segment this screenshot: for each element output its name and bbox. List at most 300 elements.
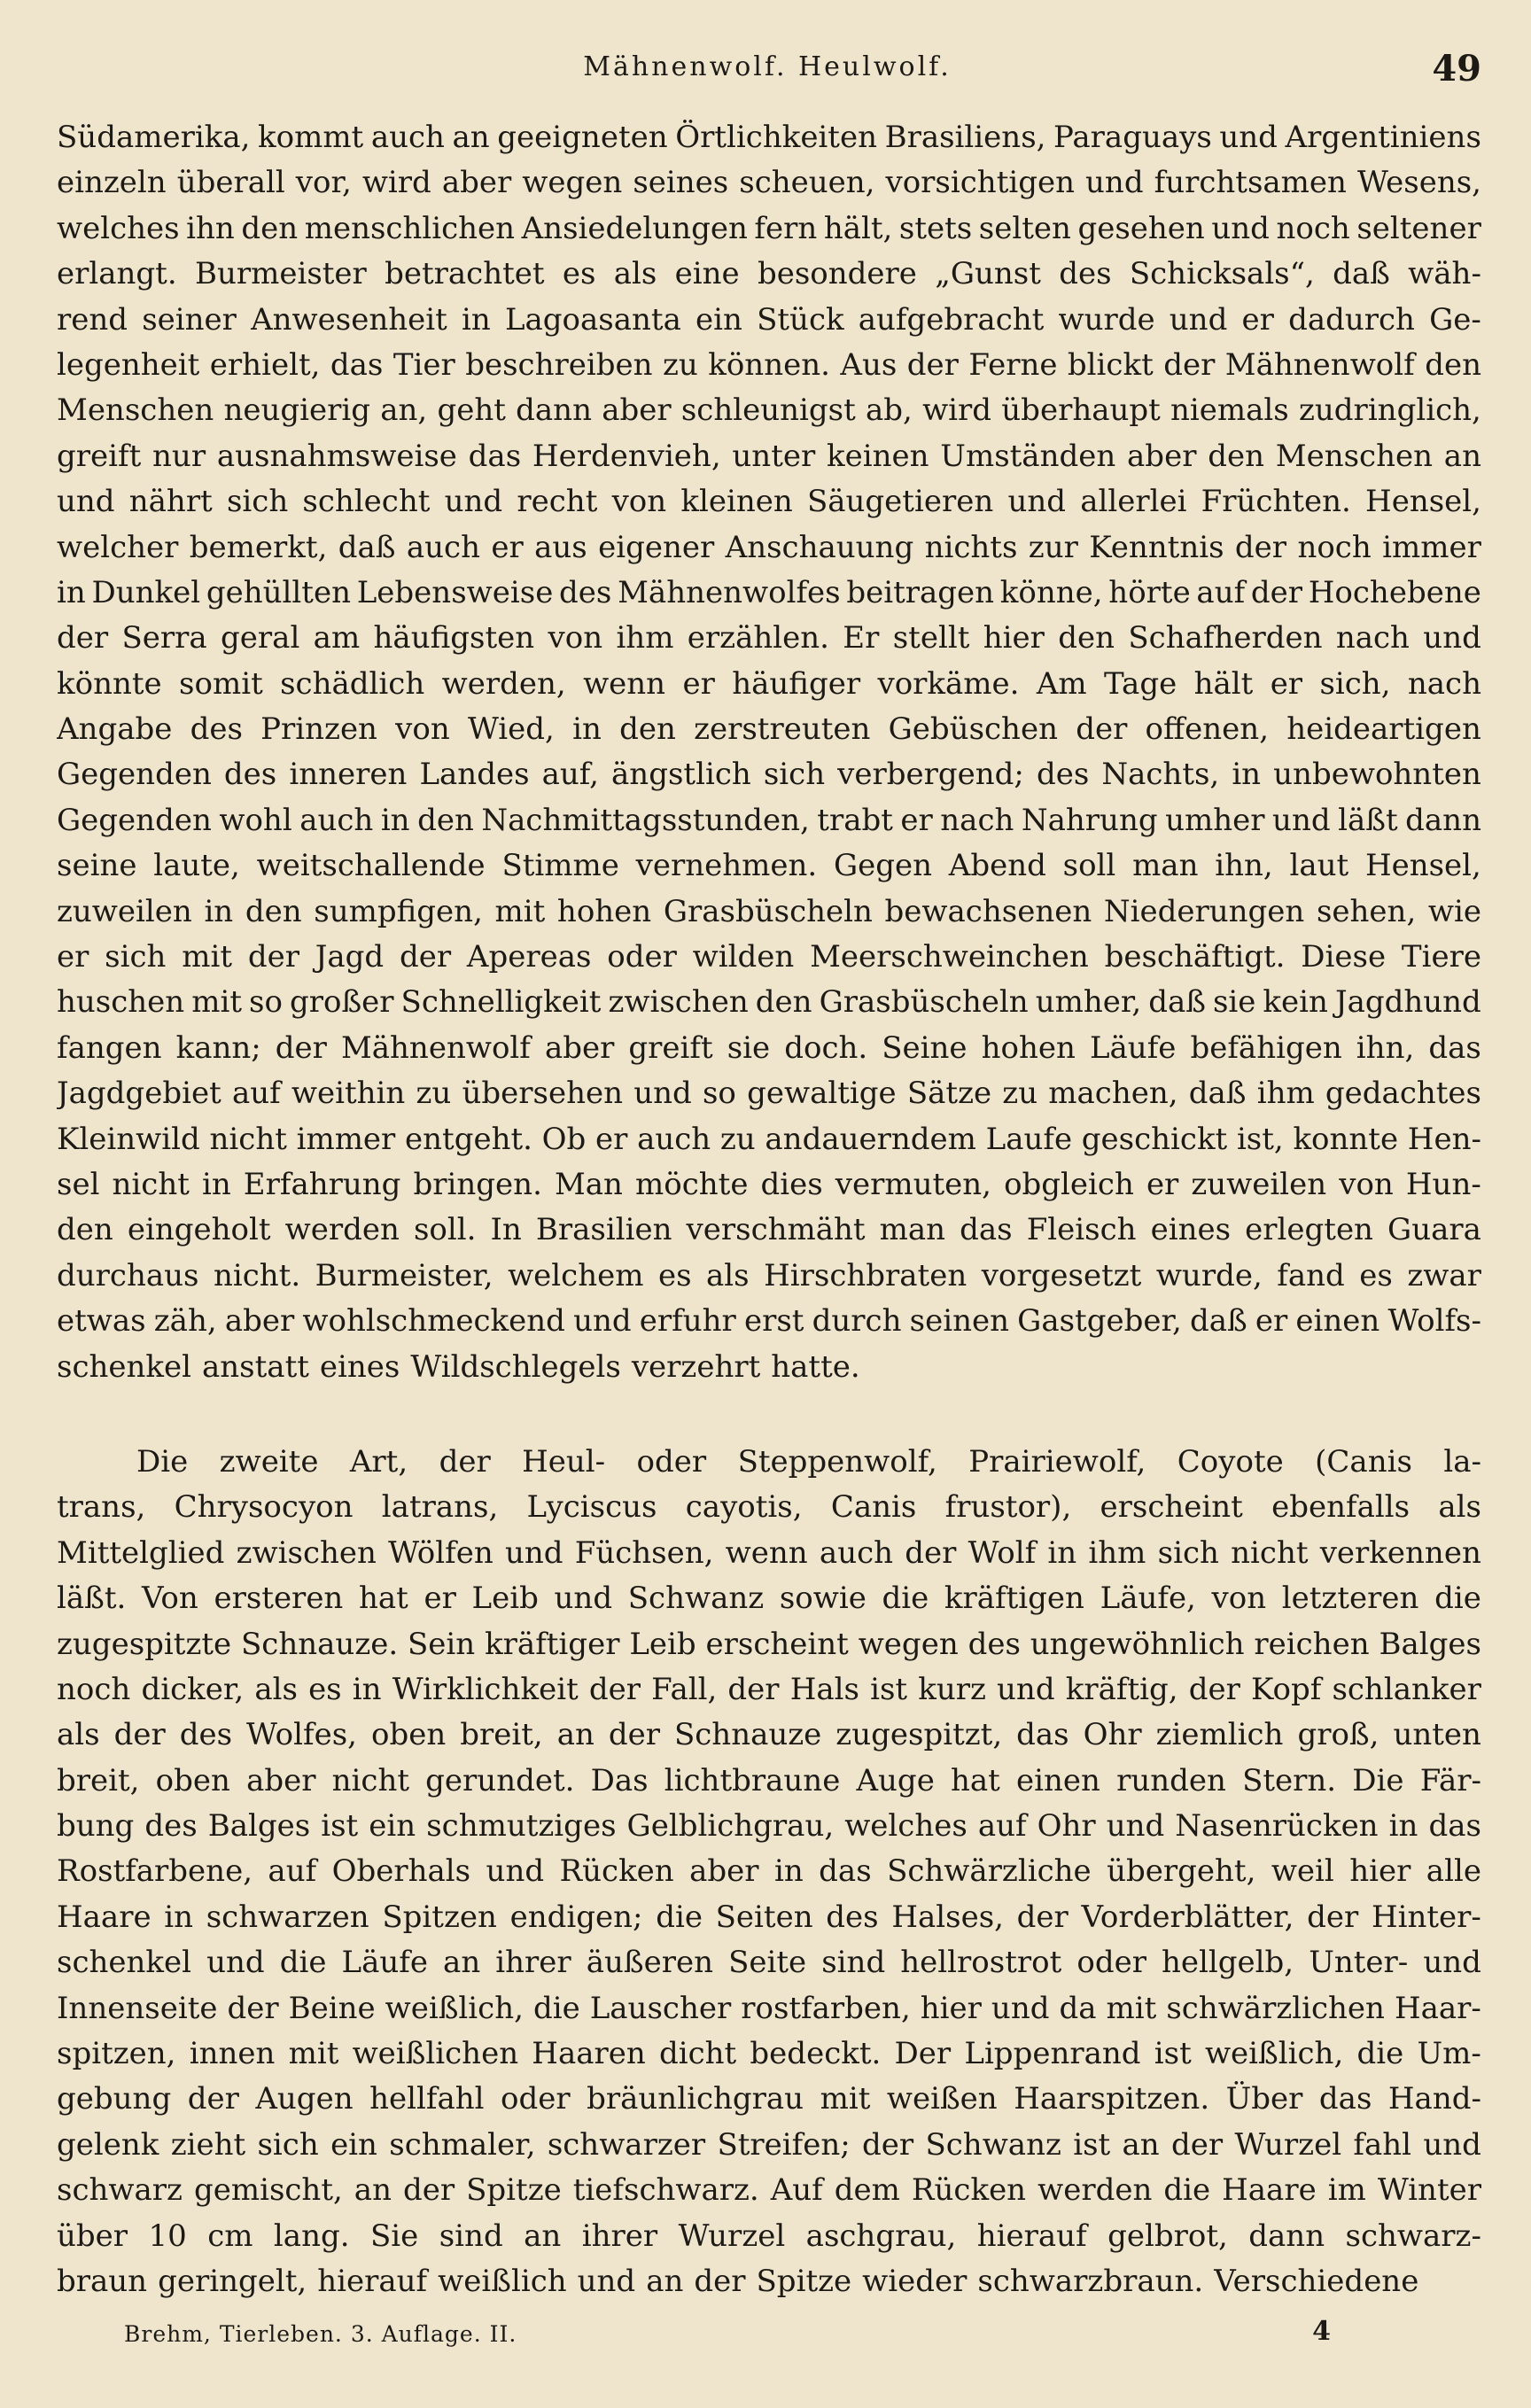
word: kräftigen bbox=[944, 1581, 1084, 1617]
word: schädlich bbox=[280, 665, 425, 702]
word: den bbox=[1425, 346, 1481, 383]
word: beschäftigt. bbox=[1104, 939, 1286, 975]
word: Apereas bbox=[466, 939, 592, 975]
word: bewachsenen bbox=[884, 893, 1092, 929]
word: des bbox=[826, 1899, 879, 1935]
word: daß bbox=[1333, 256, 1390, 292]
word: bemerkt, bbox=[189, 529, 328, 565]
word: Stimme bbox=[501, 848, 619, 884]
word: an bbox=[646, 2263, 684, 2299]
word: Fall, bbox=[651, 1671, 718, 1707]
word: Wolf bbox=[968, 1534, 1037, 1571]
word: kommt bbox=[258, 120, 364, 155]
word: werden bbox=[1038, 2172, 1153, 2209]
word: sel bbox=[57, 1166, 100, 1202]
word: besondere bbox=[757, 256, 917, 292]
word: nicht bbox=[331, 1762, 410, 1798]
word: Mähnenwolf bbox=[1224, 346, 1415, 383]
word: rostfarben, bbox=[741, 1990, 911, 2026]
word: Am bbox=[1036, 665, 1087, 702]
word: er bbox=[900, 802, 933, 838]
word: Wirklichkeit bbox=[392, 1671, 579, 1707]
word: vorkäme. bbox=[877, 665, 1020, 702]
word: zugespitzte bbox=[57, 1626, 232, 1662]
word: zu bbox=[662, 346, 698, 383]
body-text bbox=[57, 115, 1481, 2304]
word: Früchten. bbox=[1201, 484, 1351, 520]
word: ist, bbox=[1236, 1121, 1284, 1157]
word: erzählen. bbox=[687, 620, 829, 656]
word: Gelblichgrau, bbox=[626, 1808, 835, 1845]
text-line bbox=[57, 434, 1481, 479]
word: und bbox=[486, 1853, 545, 1890]
word: er bbox=[595, 1121, 628, 1157]
word: Wesens, bbox=[1356, 165, 1481, 201]
word: zu bbox=[1002, 1076, 1038, 1112]
word: Kopf bbox=[1250, 1671, 1322, 1707]
word: laut bbox=[1289, 848, 1349, 884]
word: das bbox=[330, 346, 384, 383]
word: heideartigen bbox=[1286, 711, 1481, 748]
word: verbergend; bbox=[837, 757, 1024, 793]
word: stets bbox=[898, 210, 973, 246]
word: zwischen bbox=[236, 1534, 377, 1571]
word: Wied, bbox=[467, 711, 555, 748]
word: des bbox=[1036, 757, 1090, 793]
word: in bbox=[1388, 1808, 1418, 1845]
word: an, bbox=[380, 392, 428, 429]
word: Dunkel bbox=[91, 574, 201, 610]
word: zu bbox=[416, 1076, 452, 1112]
word: alle bbox=[1426, 1853, 1481, 1890]
word: unter bbox=[732, 438, 816, 474]
word: die bbox=[882, 1581, 929, 1617]
word: Mähnenwolfes bbox=[618, 574, 841, 610]
word: hat bbox=[359, 1581, 408, 1617]
word: aber bbox=[441, 165, 512, 201]
word: Er bbox=[843, 620, 880, 656]
word: Mittelglied bbox=[57, 1534, 225, 1571]
word: hohen bbox=[981, 1029, 1076, 1066]
word: Steppenwolf, bbox=[737, 1443, 937, 1480]
word: allerlei bbox=[1080, 484, 1187, 520]
word: der bbox=[275, 1029, 327, 1066]
word: der bbox=[727, 1671, 780, 1707]
word: des bbox=[968, 1626, 1021, 1662]
word: von bbox=[548, 620, 603, 656]
word: blickt bbox=[1067, 346, 1154, 383]
word: endigen; bbox=[509, 1899, 643, 1935]
word: Jagdhund bbox=[1334, 984, 1481, 1021]
word: den bbox=[417, 802, 474, 838]
word: häufiger bbox=[732, 665, 861, 702]
word: das bbox=[468, 438, 522, 474]
word: entgeht. bbox=[405, 1121, 532, 1157]
word: und bbox=[554, 1581, 613, 1617]
word: kein bbox=[1263, 984, 1328, 1021]
word: Lyciscus bbox=[526, 1489, 657, 1526]
word: aufgebracht bbox=[858, 301, 1045, 338]
running-title: Mähnenwolf. Heulwolf. bbox=[583, 51, 952, 82]
word: Balges bbox=[207, 1808, 311, 1845]
word: hellfahl bbox=[369, 2081, 485, 2117]
word: eine bbox=[674, 256, 740, 292]
word: es bbox=[562, 256, 596, 292]
word: verschmäht bbox=[686, 1212, 866, 1248]
word: er bbox=[1270, 665, 1303, 702]
word: übergeht, bbox=[1107, 1853, 1256, 1890]
word: seiner bbox=[142, 301, 237, 338]
word: in bbox=[1047, 1534, 1077, 1571]
word: es bbox=[657, 1257, 692, 1293]
word: übersehen bbox=[462, 1076, 624, 1112]
text-line bbox=[57, 298, 1481, 343]
word: sich, bbox=[1319, 665, 1391, 702]
text-line bbox=[57, 2214, 1481, 2259]
word: läßt. bbox=[57, 1581, 127, 1617]
word: können. bbox=[708, 346, 830, 383]
word: wird bbox=[922, 392, 992, 429]
word: Tier bbox=[392, 346, 455, 383]
word: schwärzlichen bbox=[1166, 1990, 1385, 2026]
word: Balges bbox=[1379, 1626, 1481, 1662]
word: dann bbox=[516, 392, 592, 429]
word: Rücken bbox=[911, 2172, 1027, 2209]
word: erlegten bbox=[1245, 1212, 1373, 1248]
word: von bbox=[395, 711, 450, 748]
word: nur bbox=[152, 438, 206, 474]
word: 10 bbox=[148, 2218, 187, 2254]
word: laute, bbox=[153, 848, 240, 884]
word: mit bbox=[182, 939, 233, 975]
word: lichtbraune bbox=[664, 1762, 841, 1798]
text-line bbox=[57, 980, 1481, 1025]
word: hohen bbox=[556, 893, 652, 929]
word: Fär- bbox=[1419, 1762, 1481, 1798]
word: sich bbox=[763, 757, 826, 793]
word: ein bbox=[369, 1808, 416, 1845]
word: Brasilien bbox=[535, 1212, 672, 1248]
word: Halses, bbox=[891, 1899, 1004, 1935]
word: an bbox=[1122, 2126, 1160, 2163]
word: hier bbox=[983, 620, 1045, 656]
word: greift bbox=[628, 1029, 713, 1066]
word: Innenseite bbox=[57, 1990, 218, 2026]
word: wurde, bbox=[1155, 1257, 1263, 1293]
word: noch bbox=[1297, 529, 1372, 565]
word: Wildschlegels bbox=[410, 1348, 621, 1385]
word: der bbox=[1163, 346, 1216, 383]
word: von bbox=[611, 484, 667, 520]
word: zweite bbox=[219, 1443, 319, 1480]
word: nicht bbox=[209, 1121, 287, 1157]
word: Schnauze. bbox=[241, 1626, 399, 1662]
word: oder bbox=[607, 939, 677, 975]
word: in bbox=[204, 893, 234, 929]
word: ein bbox=[696, 301, 742, 338]
word: seinen bbox=[909, 1303, 1009, 1340]
word: Anschauung bbox=[725, 529, 914, 565]
word: Chrysocyon bbox=[174, 1489, 354, 1526]
text-line bbox=[57, 1759, 1481, 1804]
word: latrans, bbox=[381, 1489, 499, 1526]
word: soll. bbox=[413, 1212, 477, 1248]
word: ist bbox=[1073, 2126, 1111, 2163]
word: als bbox=[613, 256, 657, 292]
word: Ohr bbox=[1037, 1808, 1096, 1845]
word: kräftig, bbox=[1065, 1671, 1178, 1707]
word: breit, bbox=[460, 1717, 543, 1753]
word: das bbox=[1428, 1808, 1481, 1845]
word: Nahrung bbox=[1021, 802, 1158, 838]
word: ihm bbox=[1088, 1534, 1146, 1571]
word: welches bbox=[844, 1808, 968, 1845]
word: wilden bbox=[692, 939, 795, 975]
word: rend bbox=[57, 301, 128, 338]
text-line bbox=[57, 616, 1481, 661]
word: oder bbox=[1076, 1945, 1146, 1981]
word: Haarspitzen. bbox=[1014, 2081, 1210, 2117]
word: den bbox=[241, 210, 299, 246]
text-line bbox=[57, 2077, 1481, 2122]
word: Angabe bbox=[57, 711, 173, 748]
word: dicker, bbox=[141, 1671, 245, 1707]
word: auf bbox=[977, 1808, 1027, 1845]
word: geeigneten bbox=[497, 120, 668, 155]
word: vernehmen. bbox=[635, 848, 818, 884]
word: dicht bbox=[658, 2036, 737, 2072]
word: häufigsten bbox=[373, 620, 535, 656]
word: la- bbox=[1443, 1443, 1481, 1480]
word: Füchsen, bbox=[574, 1534, 714, 1571]
word: Hen- bbox=[1407, 1121, 1481, 1157]
word: Grasbüscheln bbox=[663, 893, 873, 929]
word: neugierig bbox=[223, 392, 371, 429]
word: hörte bbox=[1108, 574, 1191, 610]
word: verzehrt bbox=[631, 1348, 761, 1385]
word: ist bbox=[321, 1808, 359, 1845]
word: und bbox=[1169, 301, 1228, 338]
word: schmutziges bbox=[426, 1808, 617, 1845]
word: unten bbox=[1393, 1717, 1481, 1753]
word: man bbox=[879, 1212, 946, 1248]
word: am bbox=[313, 620, 361, 656]
word: Aus bbox=[840, 346, 898, 383]
word: Wolfes, bbox=[246, 1717, 357, 1753]
word: als bbox=[706, 1257, 750, 1293]
sheet-mark: 4 bbox=[1312, 2316, 1331, 2347]
word: Erfahrung bbox=[243, 1166, 401, 1202]
word: Landes bbox=[419, 757, 530, 793]
word: durchaus bbox=[57, 1257, 199, 1293]
word: sind bbox=[439, 2218, 503, 2254]
word: den bbox=[245, 893, 302, 929]
word: Hensel, bbox=[1364, 848, 1481, 884]
word: er bbox=[57, 939, 89, 975]
word: beitragen bbox=[846, 574, 995, 610]
word: Art, bbox=[349, 1443, 408, 1480]
word: Verschiedene bbox=[1214, 2263, 1419, 2299]
word: scheuen, bbox=[739, 165, 875, 201]
word: Unter- bbox=[1309, 1945, 1409, 1981]
word: und bbox=[577, 2263, 636, 2299]
word: dann bbox=[1248, 2218, 1325, 2254]
text-line bbox=[57, 343, 1481, 388]
text-line bbox=[57, 889, 1481, 935]
word: Ansiedelungen bbox=[521, 210, 748, 246]
text-line bbox=[57, 1576, 1481, 1621]
word: umher, bbox=[1035, 984, 1142, 1021]
word: wurde bbox=[1058, 301, 1155, 338]
text-line bbox=[57, 571, 1481, 616]
word: über bbox=[57, 2218, 128, 2254]
word: Über bbox=[1225, 2081, 1303, 2117]
word: breit, bbox=[57, 1762, 140, 1798]
word: Prairiewolf, bbox=[968, 1443, 1146, 1480]
word: selten bbox=[978, 210, 1071, 246]
word: auch bbox=[819, 1534, 894, 1571]
word: zäh, bbox=[153, 1303, 217, 1340]
word: das bbox=[1428, 1029, 1481, 1066]
word: daß bbox=[338, 529, 396, 565]
word: Wurzel bbox=[678, 2218, 786, 2254]
word: reichen bbox=[1254, 1626, 1370, 1662]
word: Nachmittagsstunden, bbox=[481, 802, 810, 838]
word: Spitzen bbox=[382, 1899, 497, 1935]
word: ziemlich bbox=[1155, 1717, 1284, 1753]
word: Wolfs- bbox=[1387, 1303, 1481, 1340]
word: und bbox=[1423, 2126, 1481, 2163]
text-line bbox=[57, 1254, 1481, 1299]
word: nach bbox=[1335, 620, 1410, 656]
word: beschreiben bbox=[465, 346, 653, 383]
word: runden bbox=[1116, 1762, 1226, 1798]
word: Nachts, bbox=[1101, 757, 1220, 793]
word: gelenk bbox=[57, 2126, 159, 2163]
word: und bbox=[997, 1671, 1055, 1707]
word: wegen bbox=[858, 1626, 959, 1662]
word: offenen, bbox=[1145, 711, 1270, 748]
word: und bbox=[1211, 210, 1270, 246]
word: in bbox=[380, 802, 410, 838]
text-line bbox=[57, 662, 1481, 707]
word: Augen bbox=[255, 2081, 354, 2117]
word: in bbox=[57, 574, 86, 610]
word: in bbox=[572, 711, 602, 748]
word: doch. bbox=[784, 1029, 868, 1066]
word: hat bbox=[950, 1762, 1000, 1798]
word: oder bbox=[501, 2081, 571, 2117]
word: Guara bbox=[1387, 1212, 1481, 1248]
word: hier bbox=[920, 1990, 982, 2026]
word: werden, bbox=[441, 665, 566, 702]
word: Winter bbox=[1377, 2172, 1481, 2209]
word: weil bbox=[1271, 1853, 1334, 1890]
word: der bbox=[1250, 574, 1303, 610]
word: auch bbox=[299, 802, 374, 838]
text-line bbox=[57, 206, 1481, 252]
word: menschlichen bbox=[304, 210, 516, 246]
word: braun bbox=[57, 2263, 148, 2299]
word: seines bbox=[633, 165, 729, 201]
word: da bbox=[1059, 1990, 1097, 2026]
word: und bbox=[504, 1534, 563, 1571]
word: er bbox=[424, 1581, 456, 1617]
word: und bbox=[1007, 484, 1066, 520]
word: zwischen bbox=[608, 984, 749, 1021]
text-line bbox=[57, 1940, 1481, 1985]
word: erst bbox=[743, 1303, 804, 1340]
word: ihm bbox=[616, 620, 674, 656]
word: hierauf bbox=[976, 2218, 1087, 2254]
word: aber bbox=[224, 1303, 295, 1340]
text-line bbox=[57, 1071, 1481, 1116]
word: schenkel bbox=[57, 1348, 192, 1385]
word: eines bbox=[1150, 1212, 1232, 1248]
word: die bbox=[1434, 1581, 1481, 1617]
word: Ob bbox=[541, 1121, 587, 1157]
word: des bbox=[223, 757, 277, 793]
word: vermuten, bbox=[835, 1166, 991, 1202]
word: aus bbox=[534, 529, 587, 565]
word: Das bbox=[590, 1762, 649, 1798]
word: etwas bbox=[57, 1303, 146, 1340]
text-line bbox=[57, 115, 1481, 160]
word: in bbox=[461, 301, 491, 338]
word: überhaupt bbox=[1001, 392, 1161, 429]
word: das bbox=[819, 1853, 872, 1890]
word: und bbox=[991, 1990, 1050, 2026]
word: Burmeister, bbox=[315, 1257, 493, 1293]
word: sich bbox=[226, 484, 289, 520]
word: niemals bbox=[1170, 392, 1289, 429]
word: recht bbox=[517, 484, 598, 520]
word: der bbox=[905, 1534, 957, 1571]
word: der bbox=[247, 939, 299, 975]
word: Abend bbox=[948, 848, 1046, 884]
word: Läufe bbox=[341, 1945, 428, 1981]
word: Rostfarbene, bbox=[57, 1853, 253, 1890]
word: aber bbox=[602, 392, 672, 429]
word: dadurch bbox=[1288, 301, 1415, 338]
word: kräftiger bbox=[485, 1626, 620, 1662]
word: Hals bbox=[789, 1671, 859, 1707]
word: Gegen bbox=[833, 848, 933, 884]
word: Hochebene bbox=[1308, 574, 1481, 610]
word: er bbox=[1241, 301, 1274, 338]
page-number: 49 bbox=[1432, 48, 1481, 89]
word: konnte bbox=[1293, 1121, 1399, 1157]
word: schwarzer bbox=[547, 2126, 706, 2163]
word: Hirschbraten bbox=[764, 1257, 968, 1293]
word: dem bbox=[834, 2172, 900, 2209]
word: Wölfen bbox=[388, 1534, 493, 1571]
word: geringelt, bbox=[158, 2263, 307, 2299]
text-line bbox=[57, 1162, 1481, 1208]
word: Ohr bbox=[1083, 1717, 1142, 1753]
word: Sie bbox=[369, 2218, 419, 2254]
word: trabt bbox=[817, 802, 893, 838]
word: In bbox=[490, 1212, 522, 1248]
word: bedeckt. bbox=[750, 2036, 882, 2072]
text-line bbox=[57, 1895, 1481, 1940]
word: schenkel bbox=[57, 1945, 192, 1981]
word: von bbox=[1339, 1166, 1394, 1202]
word: Hinter- bbox=[1371, 1899, 1481, 1935]
word: aber bbox=[544, 1029, 615, 1066]
word: betrachtet bbox=[385, 256, 545, 292]
word: eigener bbox=[598, 529, 715, 565]
